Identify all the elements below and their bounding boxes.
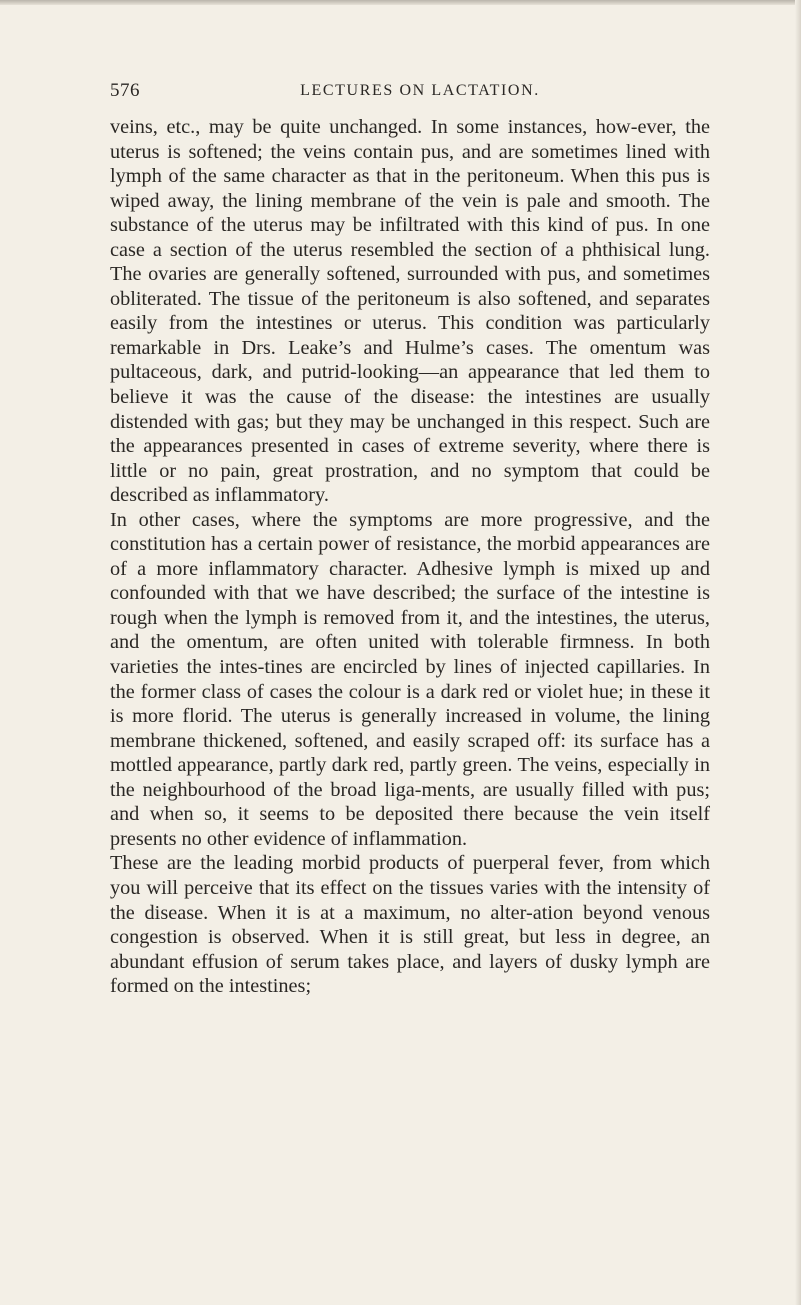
running-head: LECTURES ON LACTATION. bbox=[300, 82, 540, 99]
page-header bbox=[110, 80, 710, 106]
body-text bbox=[110, 115, 710, 999]
paragraph-3: These are the leading morbid products of puerperal fever, from which you will perceive that its effect on the tissues varies with the intensity of the disease. When it is at a maximum, no alter-ation beyond venous congestion is observed. When it is still great, but less in degree, an abundant effusion of serum takes place, and layers of dusky lymph are formed on the intestines; bbox=[110, 852, 710, 998]
page-number: 576 bbox=[110, 80, 140, 101]
paragraph-1: veins, etc., may be quite unchanged. In some instances, how-ever, the uterus is softened; the veins contain pus, and are sometimes lined with lymph of the same character as that in the peritoneum. When this pus is wiped away, the lining membrane of the vein is pale and smooth. The substance of the uterus may be infiltrated with this kind of pus. In one case a section of the uterus resembled the section of a phthisical lung. The ovaries are generally softened, surrounded with pus, and sometimes obliterated. The tissue of the peritoneum is also softened, and separates easily from the intestines or uterus. This condition was particularly remarkable in Drs. Leake’s and Hulme’s cases. The omentum was pultaceous, dark, and putrid-looking—an appearance that led them to believe it was the cause of the disease: the intestines are usually distended with gas; but they may be unchanged in this respect. Such are the appearances presented in cases of extreme severity, where there is little or no pain, great prostration, and no symptom that could be described as inflammatory. bbox=[110, 116, 710, 507]
paragraph-2: In other cases, where the symptoms are more progressive, and the constitution has a certain power of resistance, the morbid appearances are of a more inflammatory character. Adhesive lymph is mixed up and confounded with that we have described; the surface of the intestine is rough when the lymph is removed from it, and the intestines, the uterus, and the omentum, are often united with tolerable firmness. In both varieties the intes-tines are encircled by lines of injected capillaries. In the former class of cases the colour is a dark red or violet hue; in these it is more florid. The uterus is generally increased in volume, the lining membrane thickened, softened, and easily scraped off: its surface has a mottled appearance, partly dark red, partly green. The veins, especially in the neighbourhood of the broad liga-ments, are usually filled with pus; and when so, it seems to be deposited there because the vein itself presents no other evidence of inflammation. bbox=[110, 508, 710, 850]
page-right-edge bbox=[795, 0, 801, 1305]
page-top-edge bbox=[0, 0, 801, 5]
